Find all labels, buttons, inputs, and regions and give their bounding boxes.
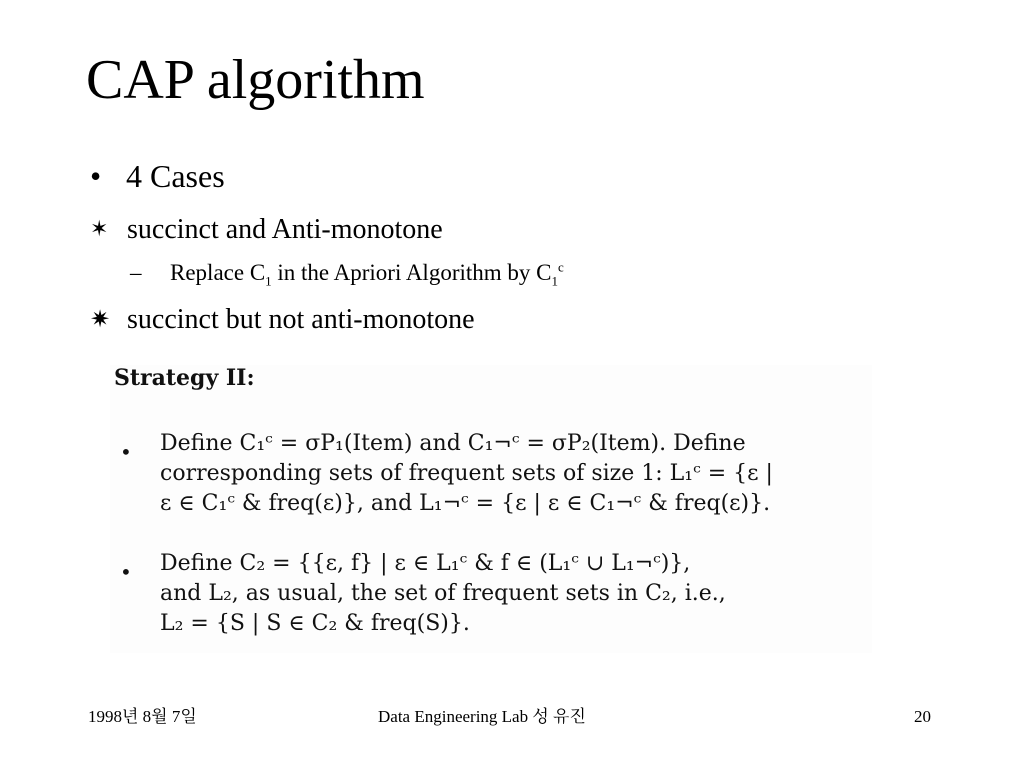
bullet-succinct-not-antimonotone	[90, 303, 475, 337]
strategy-heading: Strategy II:	[114, 365, 255, 391]
subscript: 1	[551, 273, 558, 289]
strategy-line: ε ∈ C₁ᶜ & freq(ε)}, and L₁¬ᶜ = {ε | ε ∈ C₁¬ᶜ & freq(ε)}.	[160, 491, 771, 516]
scanned-strategy-image	[110, 365, 872, 653]
bullet-dot-icon: •	[120, 560, 132, 584]
sub-bullet-text-start: Replace C	[170, 260, 266, 285]
footer-lab-author: Data Engineering Lab 성 유진	[378, 707, 586, 726]
bullet-4-cases	[90, 156, 225, 196]
strategy-line: corresponding sets of frequent sets of size 1: L₁ᶜ = {ε |	[160, 461, 773, 486]
strategy-line: and L₂, as usual, the set of frequent sets in C₂, i.e.,	[160, 581, 726, 606]
slide-number: 20	[914, 707, 931, 726]
bullet-succinct-antimonotone	[90, 212, 443, 247]
bullet-dot-icon: •	[120, 440, 132, 464]
strategy-line: Define C₂ = {{ε, f} | ε ∈ L₁ᶜ & f ∈ (L₁ᶜ ∪ L₁¬ᶜ)},	[160, 551, 691, 576]
strategy-line: Define C₁ᶜ = σP₁(Item) and C₁¬ᶜ = σP₂(Item). Define	[160, 431, 746, 456]
slide-title: CAP algorithm	[86, 49, 425, 111]
bullet-text: succinct and Anti-monotone	[127, 214, 443, 245]
star-bullet-icon: ✶	[90, 216, 109, 241]
sub-bullet-text-mid: in the Apriori Algorithm by C	[271, 260, 552, 285]
strategy-item-2	[120, 549, 860, 639]
bullet-dot-icon: •	[90, 158, 102, 194]
strategy-line: L₂ = {S | S ∈ C₂ & freq(S)}.	[160, 611, 470, 636]
footer-date: 1998년 8월 7일	[88, 707, 197, 726]
sub-bullet-replace	[130, 258, 564, 288]
strategy-item-1	[120, 429, 860, 519]
dash-bullet-icon: –	[130, 260, 142, 285]
bullet-text: succinct but not anti-monotone	[127, 304, 475, 335]
bullet-text: 4 Cases	[126, 158, 225, 194]
asterisk-bullet-icon: ✷	[90, 307, 111, 333]
subscript: 1	[265, 273, 272, 289]
superscript: c	[558, 259, 564, 275]
